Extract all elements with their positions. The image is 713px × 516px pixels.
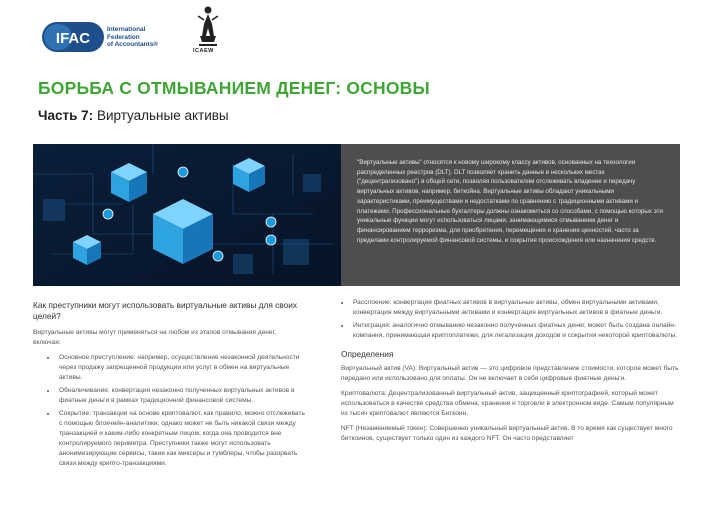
ifac-name [107,26,158,49]
definitions-heading: Определения [341,349,394,359]
ifac-logo-text: IFAC [55,30,91,47]
ifac-name-line: International [107,26,146,33]
list-item: • Обналичивание: конвертация незаконно полученных виртуальных активов в фиатные деньги в рамках традиционной финансовой системы. [57,386,305,406]
page-title: БОРЬБА С ОТМЫВАНИЕМ ДЕНЕГ: ОСНОВЫ [38,78,430,98]
list-item: • Расслоение: конвертация фиатных активов в виртуальные активы, обмен виртуальными активами, конвертация между виртуальными активами и конвертация виртуальных активов в фиатные деньги. [351,298,680,318]
list-item: • Интеграция: аналогично отмыванию незаконно полученных фиатных денег, может быть создана онлайн-компания, принимающая криптоплатежи, для легализации доходов и сокрытия некоторой криптовалюты. [351,321,680,341]
icaew-logo-text: ICAEW [193,48,214,54]
definition [341,424,680,444]
list-item: • Основное преступление: например, осуществление незаконной деятельности через продажу запрещенной продукции или услуг в обмен на виртуальные активы. [57,353,305,383]
ifac-name-line: Federation [107,33,140,41]
intro-panel: "Виртуальные активы" относятся к новому широкому классу активов, основанных на технологии распределенных реестров (DLT). DLT позволяет хранить данные в нескольких местах ("децентрализовано") в общей сети, позволяя пользователям отслеживать владение и передачу виртуальных активов, например, биткойна. Виртуальные активы обладают уникальными характеристиками, преимуществами и недостатками по сравнению с традиционными активами и платежами. Профессиональные бухгалтеры должны ознакомиться со способами, с помощью которых эти уникальные функции могут использоваться лицами, занимающимися отмыванием денег и финансированием терроризма, для приобретения, перемещения и хранения ценностей, часто за пределами контролируемой финансовой системы, и сокрытия происхождения или назначения средств. [341,144,680,286]
definition [341,389,680,419]
definition-text: Совершенно уникальный виртуальный актив. В то время как существует много биткоинов, существует только один из каждого NFT. Он часто представляет [341,425,673,442]
laundering-stages-list [33,353,305,469]
definition-text: Виртуальный актив — это цифровое представление стоимости, которое может быть передано или использовано для оплаты. Он не включает в себя цифровые фиатные деньги. [341,365,679,382]
definition-text: Децентрализованный виртуальный актив, защищенный криптографией, который может использоваться в качестве средства обмена, хранения и торговли в электронном виде. Самым популярным из тысяч криптовалют являются Биткоин. [341,390,674,417]
blockchain-illustration [33,144,341,286]
page-subtitle [38,108,229,123]
left-column [33,300,305,472]
right-column [341,298,680,449]
part-topic: Виртуальные активы [96,108,229,123]
section-question: Как преступники могут использовать виртуальные активы для своих целей? [33,300,297,321]
definition-term: Криптовалюта: [341,390,387,397]
definition-term: Виртуальный актив (VA): [341,365,417,372]
part-number: Часть 7: [38,108,94,123]
definition [341,364,680,384]
section-lead: Виртуальные активы могут применяться на любом из этапов отмывания денег, включая: [33,329,276,346]
laundering-stages-list-continued [341,298,680,341]
ifac-logo [42,22,104,52]
list-item: • Сокрытие: транзакции на основе криптовалют, как правило, можно отслеживать с помощью блокчейн-аналитики, однако может не быть никакой связи между транзакцией и каким-либо конкретным лицом, когда она проводится вне контролируемого периметра. Преступники также могут использовать анонимизирующие сервисы, такие как миксеры и тумблеры, чтобы разорвать связи между крипто-транзакциями. [57,409,305,469]
ifac-name-line: of Accountants® [107,41,158,49]
definition-term: NFT (Незаменяемый токен): [341,425,428,432]
